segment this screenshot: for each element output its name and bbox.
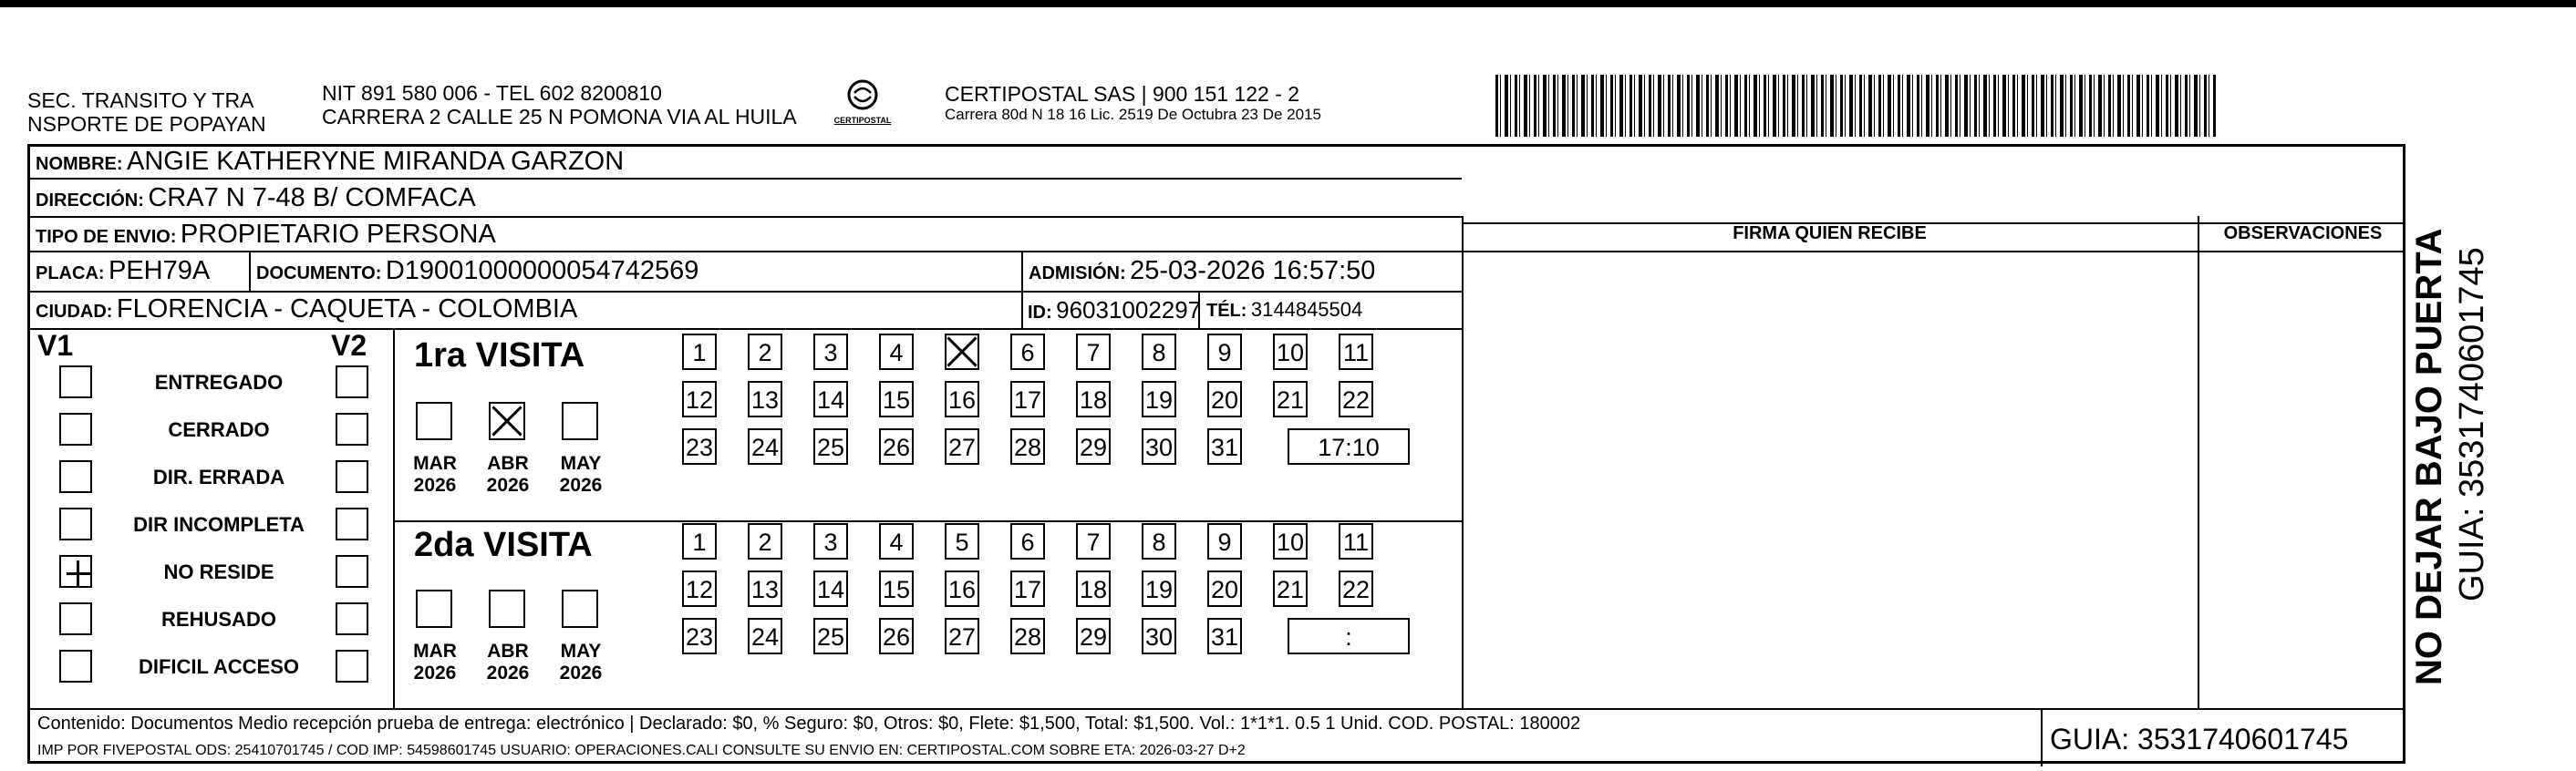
status-dir-incompleta: DIR INCOMPLETA bbox=[133, 513, 305, 536]
footer-contenido: Contenido: Documentos Medio recepción prueba de entrega: electrónico | Declarado: $0, % Seguro: $0, Otros: $0, Flete: $1,500, Total: $1,500. Vol.: 1*1*1. 0.5 1 Unid. COD. POSTAL: 180002 bbox=[37, 714, 1581, 734]
tel-field bbox=[1206, 298, 1362, 322]
visit-2-day-16[interactable]: 16 bbox=[945, 571, 979, 607]
visit-1-day-24[interactable]: 24 bbox=[748, 428, 782, 465]
visit-2-day-10[interactable]: 10 bbox=[1273, 523, 1308, 560]
visit-2-day-13[interactable]: 13 bbox=[748, 571, 782, 607]
visit-2-month-mar-box[interactable] bbox=[416, 590, 452, 628]
v1-checkbox-rehusado[interactable] bbox=[59, 602, 92, 635]
address-line: CARRERA 2 CALLE 25 N POMONA VIA AL HUILA bbox=[322, 105, 797, 128]
visit-1-day-10[interactable]: 10 bbox=[1273, 334, 1308, 370]
visit-2-day-11[interactable]: 11 bbox=[1339, 523, 1373, 560]
v1-checkbox-dir-errada[interactable] bbox=[59, 460, 92, 493]
visit-1-day-12[interactable]: 12 bbox=[682, 381, 717, 417]
courier-line-1: CERTIPOSTAL SAS | 900 151 122 - 2 bbox=[945, 82, 1300, 106]
admision-field bbox=[1029, 256, 1375, 286]
footer-imp: IMP POR FIVEPOSTAL ODS: 25410701745 / COD IMP: 54598601745 USUARIO: OPERACIONES.CALI CONSULTE SU ENVIO EN: CERTIPOSTAL.COM SOBRE ETA: 2026-03-27 D+2 bbox=[37, 743, 1246, 758]
visit-1-day-2[interactable]: 2 bbox=[748, 334, 782, 370]
visit-2-day-6[interactable]: 6 bbox=[1010, 523, 1045, 560]
nit-line: NIT 891 580 006 - TEL 602 8200810 bbox=[322, 81, 662, 105]
visit-2-day-4[interactable]: 4 bbox=[879, 523, 914, 560]
ciudad-label: CIUDAD: bbox=[36, 302, 113, 322]
admision-value: 25-03-2026 16:57:50 bbox=[1130, 256, 1376, 285]
v1-label: V1 bbox=[37, 329, 74, 362]
visit-2-day-3[interactable]: 3 bbox=[813, 523, 848, 560]
top-edge bbox=[0, 0, 2576, 7]
status-dificil-acceso: DIFICIL ACCESO bbox=[138, 655, 299, 678]
visit-2-day-26[interactable]: 26 bbox=[879, 618, 914, 654]
tipo-value: PROPIETARIO PERSONA bbox=[180, 220, 496, 249]
v2-checkbox-dir-errada[interactable] bbox=[336, 460, 368, 493]
visit-1-day-22[interactable]: 22 bbox=[1339, 381, 1373, 417]
v1-checkbox-no-reside[interactable] bbox=[59, 555, 92, 588]
tipo-label: TIPO DE ENVIO: bbox=[36, 227, 177, 247]
sender-line-1: SEC. TRANSITO Y TRA bbox=[27, 88, 254, 112]
v2-checkbox-dificil-acceso[interactable] bbox=[336, 650, 368, 683]
admision-label: ADMISIÓN: bbox=[1029, 263, 1126, 283]
visit-1-day-11[interactable]: 11 bbox=[1339, 334, 1373, 370]
status-dir-errada: DIR. ERRADA bbox=[152, 466, 285, 488]
placa-field bbox=[36, 256, 210, 286]
status-rehusado: REHUSADO bbox=[161, 608, 276, 631]
observaciones-header: OBSERVACIONES bbox=[2223, 223, 2383, 243]
status-cerrado: CERRADO bbox=[168, 418, 270, 441]
v1-checkbox-dir-incompleta[interactable] bbox=[59, 508, 92, 540]
v2-checkbox-rehusado[interactable] bbox=[336, 602, 368, 635]
visit-2-day-15[interactable]: 15 bbox=[879, 571, 914, 607]
visit-2-day-31[interactable]: 31 bbox=[1207, 618, 1242, 654]
visit-1-day-20[interactable]: 20 bbox=[1207, 381, 1242, 417]
ciudad-field bbox=[36, 294, 577, 324]
visit-1-day-5[interactable] bbox=[945, 334, 979, 370]
v2-label: V2 bbox=[331, 329, 367, 362]
visit-2-day-17[interactable]: 17 bbox=[1010, 571, 1045, 607]
visit-2-day-2[interactable]: 2 bbox=[748, 523, 782, 560]
v1-checkbox-entregado[interactable] bbox=[59, 365, 92, 398]
ciudad-value: FLORENCIA - CAQUETA - COLOMBIA bbox=[116, 294, 578, 324]
status-no-reside: NO RESIDE bbox=[163, 560, 274, 583]
barcode bbox=[1495, 75, 2216, 137]
visit-2-day-9[interactable]: 9 bbox=[1207, 523, 1242, 560]
v1-checkbox-cerrado[interactable] bbox=[59, 413, 92, 446]
visit-2-month-may: MAY 2026 bbox=[559, 641, 603, 684]
visit-2-day-19[interactable]: 19 bbox=[1142, 571, 1176, 607]
visit-1-month-mar-box[interactable] bbox=[416, 402, 452, 440]
visit-1-day-21[interactable]: 21 bbox=[1273, 381, 1308, 417]
visit-2-month-may-box[interactable] bbox=[562, 590, 598, 628]
visit-2-day-28[interactable]: 28 bbox=[1010, 618, 1045, 654]
documento-label: DOCUMENTO: bbox=[256, 263, 382, 283]
tel-label: TÉL: bbox=[1206, 301, 1247, 321]
visit-2-day-7[interactable]: 7 bbox=[1076, 523, 1111, 560]
side-guia: GUIA: 3531740601745 bbox=[2453, 247, 2491, 601]
visit-1-day-17[interactable]: 17 bbox=[1010, 381, 1045, 417]
tipo-row bbox=[36, 220, 496, 250]
visit-1-day-8[interactable]: 8 bbox=[1142, 334, 1176, 370]
visit-1-month-abr: ABR 2026 bbox=[486, 453, 530, 496]
visit-1-day-13[interactable]: 13 bbox=[748, 381, 782, 417]
visit-2-day-24[interactable]: 24 bbox=[748, 618, 782, 654]
visit-1-day-7[interactable]: 7 bbox=[1076, 334, 1111, 370]
visit-1-day-28[interactable]: 28 bbox=[1010, 428, 1045, 465]
nit-block bbox=[322, 81, 797, 128]
visit-2-day-30[interactable]: 30 bbox=[1142, 618, 1176, 654]
visit-1-day-9[interactable]: 9 bbox=[1207, 334, 1242, 370]
courier-block bbox=[945, 82, 1321, 124]
placa-value: PEH79A bbox=[109, 256, 211, 285]
visit-2-day-18[interactable]: 18 bbox=[1076, 571, 1111, 607]
visit-2-day-27[interactable]: 27 bbox=[945, 618, 979, 654]
id-label: ID: bbox=[1028, 303, 1052, 323]
direccion-value: CRA7 N 7-48 B/ COMFACA bbox=[148, 183, 476, 212]
direccion-row bbox=[36, 183, 476, 213]
visit-1-day-31[interactable]: 31 bbox=[1207, 428, 1242, 465]
v1-checkbox-dificil-acceso[interactable] bbox=[59, 650, 92, 683]
visit-1-month-may-box[interactable] bbox=[562, 402, 598, 440]
firma-header: FIRMA QUIEN RECIBE bbox=[1733, 223, 1927, 243]
visit-2-day-1[interactable]: 1 bbox=[682, 523, 717, 560]
visit-1-day-26[interactable]: 26 bbox=[879, 428, 914, 465]
visit-2-day-5[interactable]: 5 bbox=[945, 523, 979, 560]
visit-1-day-27[interactable]: 27 bbox=[945, 428, 979, 465]
visit-1-day-25[interactable]: 25 bbox=[813, 428, 848, 465]
visit-2-day-23[interactable]: 23 bbox=[682, 618, 717, 654]
visit-2-day-20[interactable]: 20 bbox=[1207, 571, 1242, 607]
visit-2-day-12[interactable]: 12 bbox=[682, 571, 717, 607]
direccion-label: DIRECCIÓN: bbox=[36, 190, 144, 211]
visit-2-month-mar: MAR 2026 bbox=[413, 641, 457, 684]
v2-checkbox-dir-incompleta[interactable] bbox=[336, 508, 368, 540]
courier-line-2: Carrera 80d N 18 16 Lic. 2519 De Octubra 23 De 2015 bbox=[945, 106, 1321, 123]
nombre-row bbox=[36, 147, 624, 177]
visit-1-month-mar: MAR 2026 bbox=[413, 453, 457, 496]
nombre-value: ANGIE KATHERYNE MIRANDA GARZON bbox=[127, 147, 625, 176]
sender-block bbox=[27, 88, 266, 136]
placa-label: PLACA: bbox=[36, 263, 105, 283]
visit-1-day-15[interactable]: 15 bbox=[879, 381, 914, 417]
visit-1-day-19[interactable]: 19 bbox=[1142, 381, 1176, 417]
visit-2-day-22[interactable]: 22 bbox=[1339, 571, 1373, 607]
visit-1-day-3[interactable]: 3 bbox=[813, 334, 848, 370]
id-value: 96031002297 bbox=[1056, 296, 1202, 324]
visit-2-month-abr: ABR 2026 bbox=[486, 641, 530, 684]
visit-2-month-abr-box[interactable] bbox=[489, 590, 525, 628]
visit-1-day-16[interactable]: 16 bbox=[945, 381, 979, 417]
status-entregado: ENTREGADO bbox=[154, 371, 284, 394]
visit-1-day-23[interactable]: 23 bbox=[682, 428, 717, 465]
v2-checkbox-entregado[interactable] bbox=[336, 365, 368, 398]
visit-1-day-18[interactable]: 18 bbox=[1076, 381, 1111, 417]
documento-value: D19001000000054742569 bbox=[385, 256, 699, 285]
delivery-form bbox=[27, 144, 2405, 764]
logo-text: CERTIPOSTAL bbox=[833, 116, 892, 125]
no-dejar-warning: NO DEJAR BAJO PUERTA bbox=[2409, 228, 2449, 685]
v2-checkbox-no-reside[interactable] bbox=[336, 555, 368, 588]
visit-1-month-may: MAY 2026 bbox=[559, 453, 603, 496]
visit-2-day-21[interactable]: 21 bbox=[1273, 571, 1308, 607]
visit-1-time[interactable]: 17:10 bbox=[1288, 428, 1410, 465]
visit-2-day-8[interactable]: 8 bbox=[1142, 523, 1176, 560]
visit-2-day-25[interactable]: 25 bbox=[813, 618, 848, 654]
visit-2-day-29[interactable]: 29 bbox=[1076, 618, 1111, 654]
footer-guia: GUIA: 3531740601745 bbox=[2050, 723, 2349, 756]
visit-2-time[interactable]: : bbox=[1288, 618, 1410, 654]
visit-1-day-6[interactable]: 6 bbox=[1010, 334, 1045, 370]
sender-line-2: NSPORTE DE POPAYAN bbox=[27, 112, 266, 136]
visit-1-title: 1ra VISITA bbox=[414, 336, 585, 375]
logo-icon bbox=[844, 78, 881, 111]
visit-1-day-4[interactable]: 4 bbox=[879, 334, 914, 370]
visit-1-day-29[interactable]: 29 bbox=[1076, 428, 1111, 465]
nombre-label: NOMBRE: bbox=[36, 154, 123, 174]
id-field bbox=[1028, 296, 1201, 324]
tel-value: 3144845504 bbox=[1250, 298, 1363, 321]
visit-1-day-14[interactable]: 14 bbox=[813, 381, 848, 417]
v2-checkbox-cerrado[interactable] bbox=[336, 413, 368, 446]
visit-2-title: 2da VISITA bbox=[414, 526, 593, 564]
documento-field bbox=[256, 256, 698, 286]
visit-1-day-1[interactable]: 1 bbox=[682, 334, 717, 370]
visit-2-day-14[interactable]: 14 bbox=[813, 571, 848, 607]
courier-logo bbox=[826, 78, 899, 125]
visit-1-month-abr-box[interactable] bbox=[489, 402, 525, 440]
visit-1-day-30[interactable]: 30 bbox=[1142, 428, 1176, 465]
